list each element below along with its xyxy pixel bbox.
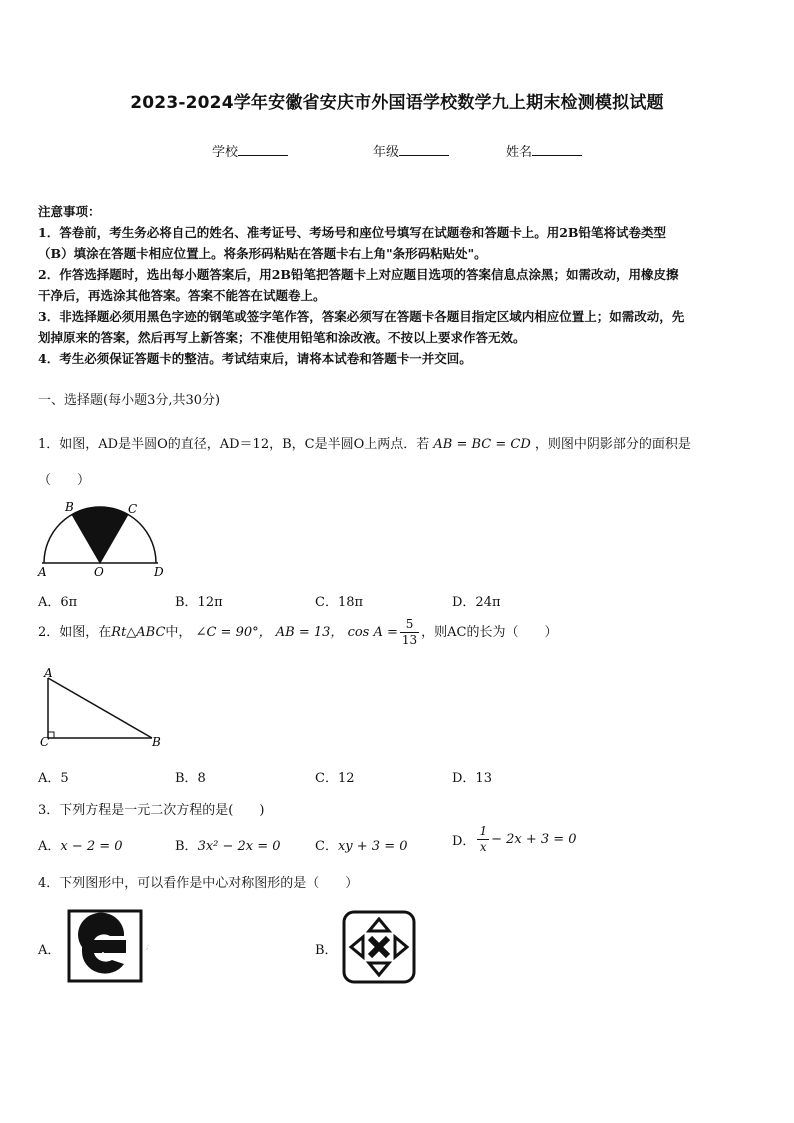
section-heading: 一、选择题(每小题3分,共30分) (38, 393, 221, 408)
notice-line: 干净后，再选涂其他答案。答案不能答在试题卷上。 (38, 288, 326, 303)
notice-line: 4．考生必须保证答题卡的整洁。考试结束后，请将本试卷和答题卡一并交回。 (38, 351, 472, 366)
q4-option-b-label[interactable]: B． (315, 943, 338, 958)
triangle-figure (36, 666, 166, 752)
name-blank[interactable] (532, 143, 582, 156)
label-C: C (128, 502, 138, 516)
label-A: A (38, 565, 47, 579)
notice-line: （B）填涂在答题卡相应位置上。将条形码粘贴在答题卡右上角"条形码粘贴处"。 (38, 246, 487, 261)
q1-option-c[interactable]: C．18π (315, 595, 364, 610)
q2-option-d[interactable]: D．13 (452, 771, 492, 786)
label-A: A (44, 666, 53, 680)
school-blank[interactable] (238, 143, 288, 156)
page-title: 2023-2024学年安徽省安庆市外国语学校数学九上期末检测模拟试题 (130, 93, 664, 113)
arrows-x-icon[interactable] (341, 909, 417, 985)
label-B: B (152, 735, 161, 749)
label-C: C (40, 735, 50, 749)
q1-option-b[interactable]: B．12π (175, 595, 223, 610)
notice-line: 2．作答选择题时，选出每小题答案后，用2B铅笔把答题卡上对应题目选项的答案信息点涂黑；如需改动，用橡皮擦 (38, 267, 679, 282)
svg-text:;: ; (146, 942, 150, 952)
e-logo-icon[interactable] (66, 909, 158, 985)
notice-line: 划掉原来的答案，然后再写上新答案；不准使用铅笔和涂改液。不按以上要求作答无效。 (38, 330, 526, 345)
q3-option-a[interactable]: A．x − 2 = 0 (38, 839, 123, 854)
question-1-paren: （ ） (38, 473, 91, 488)
q3-option-d[interactable]: D． $\frac{1}{x}$ − 2x + 3 = 0 (452, 824, 577, 854)
q3-option-c[interactable]: C．xy + 3 = 0 (315, 839, 408, 854)
q2-option-a[interactable]: A．5 (38, 771, 69, 786)
label-B: B (65, 500, 74, 514)
reciprocal-fraction: $\frac{1}{x}$ (479, 824, 488, 854)
name-field: 姓名 (506, 141, 582, 160)
question-3: 3．下列方程是一元二次方程的是( ) (38, 803, 265, 818)
label-D: D (154, 565, 164, 579)
notice-line: 3．非选择题必须用黑色字迹的钢笔或签字笔作答，答案必须写在答题卡各题目指定区域内相应位置上；如需改动，先 (38, 309, 685, 324)
notice-line: 1．答卷前，考生务必将自己的姓名、准考证号、考场号和座位号填写在试题卷和答题卡上。用2B铅笔将试卷类型 (38, 225, 666, 240)
label-O: O (94, 565, 104, 579)
question-4: 4．下列图形中，可以看作是中心对称图形的是（ ） (38, 876, 359, 891)
q1-option-a[interactable]: A．6π (38, 595, 78, 610)
question-1: 1．如图，AD是半圆O的直径，AD＝12，B，C是半圆O上两点．若 AB = BC = CD ，则图中阴影部分的面积是 (38, 437, 691, 452)
question-2: 2．如图，在Rt△ABC中， ∠C = 90°， AB = 13， cos A = $\frac{5}{13}$ ，则AC的长为（ ） (38, 617, 558, 647)
grade-field: 年级 (373, 141, 449, 160)
notice-block (38, 201, 758, 369)
arc-equation: AB = BC = CD (433, 437, 531, 452)
q2-option-c[interactable]: C．12 (315, 771, 355, 786)
grade-blank[interactable] (399, 143, 449, 156)
school-field: 学校 (212, 141, 288, 160)
q3-option-b[interactable]: B．3x² − 2x = 0 (175, 839, 281, 854)
cos-fraction: $\frac{5}{13}$ (401, 617, 418, 647)
notice-heading: 注意事项： (38, 204, 101, 219)
q2-option-b[interactable]: B．8 (175, 771, 206, 786)
q1-option-d[interactable]: D．24π (452, 595, 501, 610)
q4-option-a-label[interactable]: A． (38, 943, 61, 958)
semicircle-figure (36, 498, 170, 580)
